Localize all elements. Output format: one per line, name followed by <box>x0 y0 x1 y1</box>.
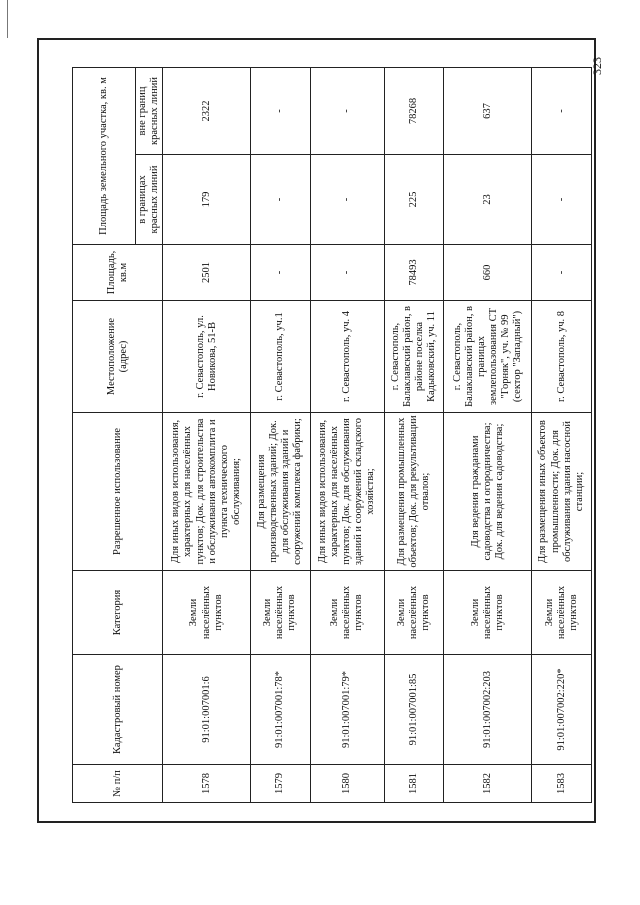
header-plot-area: Площадь земельного участка, кв. м <box>73 67 136 244</box>
cell-area: 78493 <box>384 245 444 301</box>
cell-area: - <box>310 245 384 301</box>
cell-usage: Для размещения иных объектов промышленности; Док. для обслуживания здания насосной станции; <box>532 413 592 571</box>
cell-category: Земли населённых пунктов <box>251 571 311 655</box>
cell-location: г. Севастополь, Балаклавский район, в районе поселка Кадыковский, уч. 11 <box>384 301 444 413</box>
land-plots-table <box>72 67 592 803</box>
table-row <box>251 67 311 802</box>
cell-area: 2501 <box>163 245 251 301</box>
cell-inside: 179 <box>163 155 251 245</box>
cell-num: 1582 <box>444 765 532 803</box>
page-number: 323 <box>590 57 604 75</box>
cell-cadastral: 91:01:007002:220* <box>532 655 592 765</box>
cell-usage: Для размещения промышленных объектов; Док. для рекультивации отвалов; <box>384 413 444 571</box>
cell-location: г. Севастополь, Балаклавский район, в границах землепользования СТ "Горняк", уч. № 99 (сектор "Западный") <box>444 301 532 413</box>
cell-num: 1581 <box>384 765 444 803</box>
header-inside: в границах красных линий <box>136 155 163 245</box>
header-location: Местоположение (адрес) <box>73 301 163 413</box>
cell-category: Земли населённых пунктов <box>532 571 592 655</box>
header-num: № п/п <box>73 765 163 803</box>
cell-area: - <box>251 245 311 301</box>
cell-inside: - <box>310 155 384 245</box>
cell-inside: 225 <box>384 155 444 245</box>
cell-category: Земли населённых пунктов <box>444 571 532 655</box>
cell-cadastral: 91:01:007002:203 <box>444 655 532 765</box>
table-row <box>532 67 592 802</box>
cell-outside: - <box>310 67 384 154</box>
table-row <box>163 67 251 802</box>
cell-inside: 23 <box>444 155 532 245</box>
header-usage: Разрешенное использование <box>73 413 163 571</box>
cell-inside: - <box>251 155 311 245</box>
cell-usage: Для иных видов использования, характерных для населённых пунктов; Док. для обслуживания зданий и сооружений складского хозяйства; <box>310 413 384 571</box>
header-area: Площадь, кв.м <box>73 245 163 301</box>
cell-outside: 78268 <box>384 67 444 154</box>
cell-num: 1578 <box>163 765 251 803</box>
cell-cadastral: 91:01:007001:85 <box>384 655 444 765</box>
cell-area: 660 <box>444 245 532 301</box>
table-row <box>384 67 444 802</box>
cell-usage: Для иных видов использования, характерных для населённых пунктов; Док. для строительства и обслуживания автокомплита и пункта технического обслуживания; <box>163 413 251 571</box>
cell-num: 1583 <box>532 765 592 803</box>
cell-cadastral: 91:01:007001:79* <box>310 655 384 765</box>
cell-outside: - <box>532 67 592 154</box>
cell-location: г. Севастополь, уч. 8 <box>532 301 592 413</box>
cell-category: Земли населённых пунктов <box>384 571 444 655</box>
header-category: Категория <box>73 571 163 655</box>
cell-cadastral: 91:01:007001:6 <box>163 655 251 765</box>
table-row <box>444 67 532 802</box>
cell-usage: Для размещения производственных зданий; Док. для обслуживания зданий и сооружений комплекса фабрики; <box>251 413 311 571</box>
cell-inside: - <box>532 155 592 245</box>
cell-num: 1579 <box>251 765 311 803</box>
cell-outside: 637 <box>444 67 532 154</box>
scan-edge-mark <box>7 0 8 38</box>
cell-category: Земли населённых пунктов <box>310 571 384 655</box>
header-outside: вне границ красных линий <box>136 67 163 154</box>
cell-num: 1580 <box>310 765 384 803</box>
cell-cadastral: 91:01:007001:78* <box>251 655 311 765</box>
header-cadastral: Кадастровый номер <box>73 655 163 765</box>
cell-outside: - <box>251 67 311 154</box>
cell-area: - <box>532 245 592 301</box>
rotated-table-container <box>72 68 592 803</box>
cell-location: г. Севастополь, ул. Новикова, 51-В <box>163 301 251 413</box>
table-row <box>310 67 384 802</box>
cell-location: г. Севастополь, уч. 4 <box>310 301 384 413</box>
cell-location: г. Севастополь, уч.1 <box>251 301 311 413</box>
cell-category: Земли населённых пунктов <box>163 571 251 655</box>
cell-usage: Для ведения гражданами садоводства и огородничества; Док. для ведения садоводства; <box>444 413 532 571</box>
cell-outside: 2322 <box>163 67 251 154</box>
